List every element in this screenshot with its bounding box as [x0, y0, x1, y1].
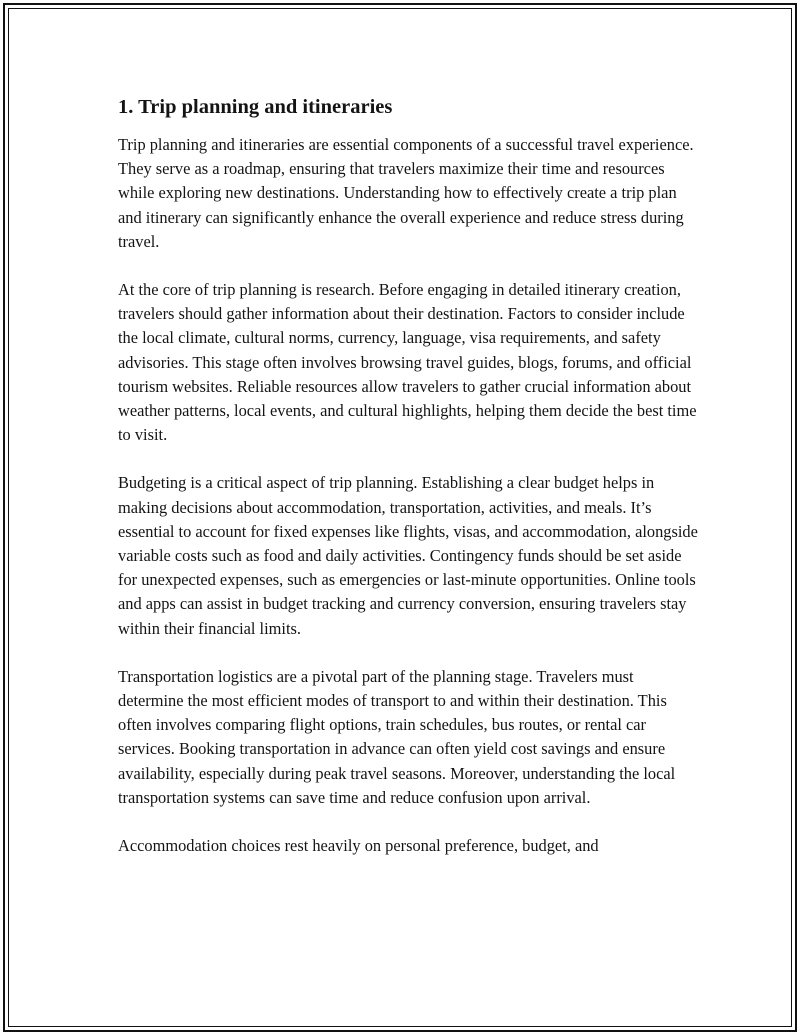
section-heading: 1. Trip planning and itineraries [118, 96, 393, 118]
paragraph-intro: Trip planning and itineraries are essential components of a successful travel experience. They serve as a roadmap, ensuring that travelers maximize their time and resources while exploring new destinations. Understanding how to effectively create a trip plan and itinerary can significantly enhance the overall experience and reduce stress during travel. [118, 135, 694, 251]
paragraph-accommodation: Accommodation choices rest heavily on personal preference, budget, and [118, 836, 599, 856]
paragraph-transportation: Transportation logistics are a pivotal part of the planning stage. Travelers must determine the most efficient modes of transport to and within their destination. This often involves comparing flight options, train schedules, bus routes, or rental car services. Booking transportation in advance can often yield cost savings and ensure availability, especially during peak travel seasons. Moreover, understanding the local transportation systems can save time and reduce confusion upon arrival. [118, 666, 676, 807]
document-body [118, 93, 698, 882]
paragraph-research: At the core of trip planning is research. Before engaging in detailed itinerary creation, travelers should gather information about their destination. Factors to consider include the local climate, cultural norms, currency, language, visa requirements, and safety advisories. This stage often involves browsing travel guides, blogs, forums, and official tourism websites. Reliable resources allow travelers to gather crucial information about weather patterns, local events, and cultural highlights, helping them decide the best time to visit. [118, 280, 697, 445]
paragraph-budgeting: Budgeting is a critical aspect of trip planning. Establishing a clear budget helps in making decisions about accommodation, transportation, activities, and meals. It’s essential to account for fixed expenses like flights, visas, and accommodation, alongside variable costs such as food and daily activities. Contingency funds should be set aside for unexpected expenses, such as emergencies or last-minute opportunities. Online tools and apps can assist in budget tracking and currency conversion, ensuring travelers stay within their financial limits. [118, 473, 698, 638]
